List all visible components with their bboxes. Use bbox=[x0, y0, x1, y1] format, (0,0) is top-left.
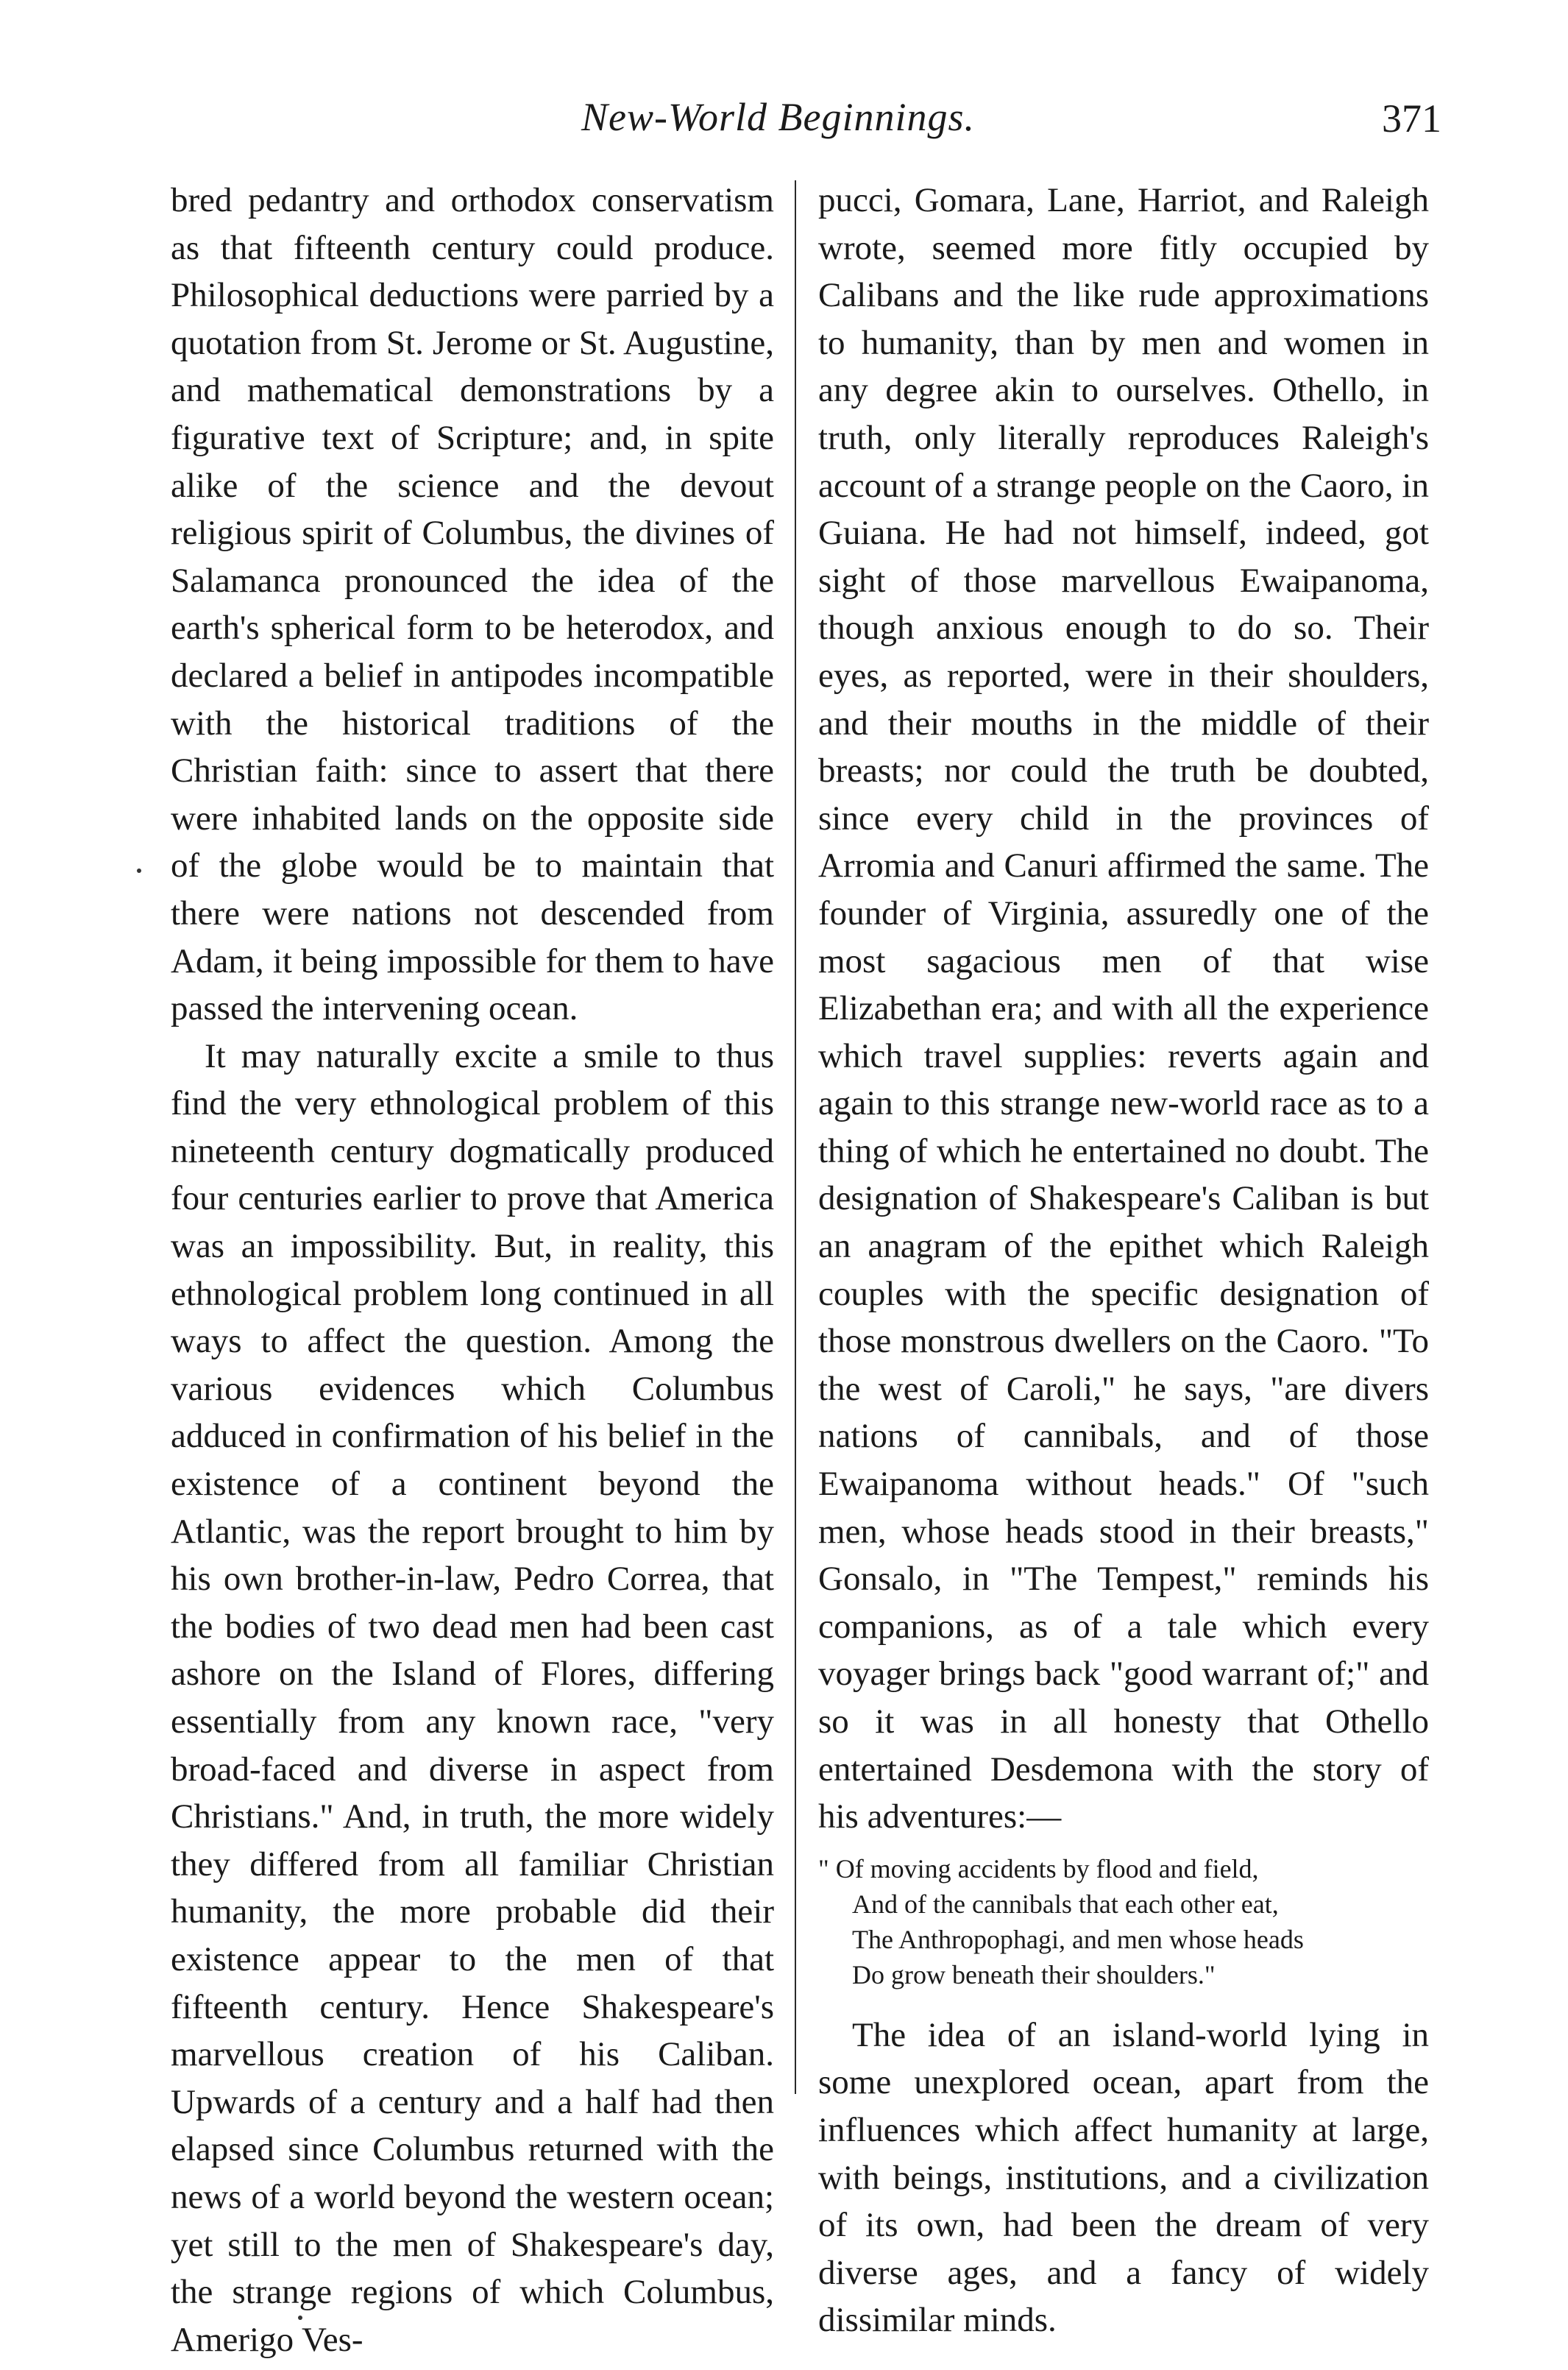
print-speck bbox=[137, 869, 141, 873]
page-number: 371 bbox=[1382, 96, 1441, 141]
quote-line: Do grow beneath their shoulders." bbox=[852, 1959, 1216, 1989]
right-paragraph-2: The idea of an island-world lying in some unexplored ocean, apart from the influences which affect humanity at large, with beings, institutions, and a civilization of its own, had been the dream of very diverse ages, and a fancy of widely dissimilar minds. bbox=[818, 2015, 1429, 2340]
running-title: New-World Beginnings. bbox=[581, 95, 976, 139]
left-paragraph-1: bred pedantry and orthodox conservatism as that fifteenth century could produce. Philosophical deductions were parried by a quotation from St. Jerome or St. Augustine, and mathematical demonstrations by a figurative text of Scripture; and, in spite alike of the science and the devout religious spirit of Columbus, the divines of Salamanca pronounced the idea of the earth's spherical form to be heterodox, and declared a belief in antipodes incompatible with the historical traditions of the Christian faith: since to assert that there were inhabited lands on the opposite side of the globe would be to maintain that there were nations not descended from Adam, it being impossible for them to have passed the intervening ocean. bbox=[171, 181, 774, 1028]
quote-line: The Anthropophagi, and men whose heads bbox=[852, 1924, 1304, 1954]
left-column bbox=[171, 177, 774, 2363]
right-paragraph-1: pucci, Gomara, Lane, Harriot, and Raleigh wrote, seemed more fitly occupied by Calibans and the like rude approximations to humanity, than by men and women in any degree akin to ourselves. Othello, in truth, only literally reproduces Raleigh's account of a strange people on the Caoro, in Guiana. He had not himself, indeed, got sight of those marvellous Ewaipanoma, though anxious enough to do so. Their eyes, as reported, were in their shoulders, and their mouths in the middle of their breasts; nor could the truth be doubted, since every child in the provinces of Arromia and Canuri affirmed the same. The founder of Virginia, assuredly one of the most sagacious men of that wise Elizabethan era; and with all the experience which travel supplies: reverts again and again to this strange new-world race as to a thing of which he entertained no doubt. The designation of Shakespeare's Caliban is but an anagram of the epithet which Raleigh couples with the specific designation of those monstrous dwellers on the Caoro. "To the west of Caroli," he says, "are divers nations of cannibals, and of those Ewaipanoma without heads." Of "such men, whose heads stood in their breasts," Gonsalo, in "The Tempest," reminds his companions, as of a tale which every voyager brings back "good warrant of;" and so it was in all honesty that Othello entertained Desdemona with the story of his adventures:— bbox=[818, 181, 1429, 1836]
verse-quotation bbox=[818, 1851, 1429, 1992]
quote-line: " Of moving accidents by flood and field, bbox=[818, 1853, 1259, 1883]
column-divider bbox=[795, 180, 796, 2094]
print-speck bbox=[298, 2316, 302, 2320]
left-paragraph-2: It may naturally excite a smile to thus find the very ethnological problem of this nineteenth century dogmatically produced four centuries earlier to prove that America was an impossibility. But, in reality, this ethnological problem long continued in all ways to affect the question. Among the various evidences which Columbus adduced in confirmation of his belief in the existence of a continent beyond the Atlantic, was the report brought to him by his own brother-in-law, Pedro Correa, that the bodies of two dead men had been cast ashore on the Island of Flores, differing essentially from any known race, "very broad-faced and diverse in aspect from Christians." And, in truth, the more widely they differed from all familiar Christian humanity, the more probable did their existence appear to the men of that fifteenth century. Hence Shakespeare's marvellous creation of his Caliban. Upwards of a century and a half had then elapsed since Columbus returned with the news of a world beyond the western ocean; yet still to the men of Shakespeare's day, the strange regions of which Columbus, Amerigo Ves- bbox=[171, 1036, 774, 2359]
quote-line: And of the cannibals that each other eat, bbox=[852, 1889, 1279, 1919]
right-column bbox=[818, 177, 1429, 2344]
